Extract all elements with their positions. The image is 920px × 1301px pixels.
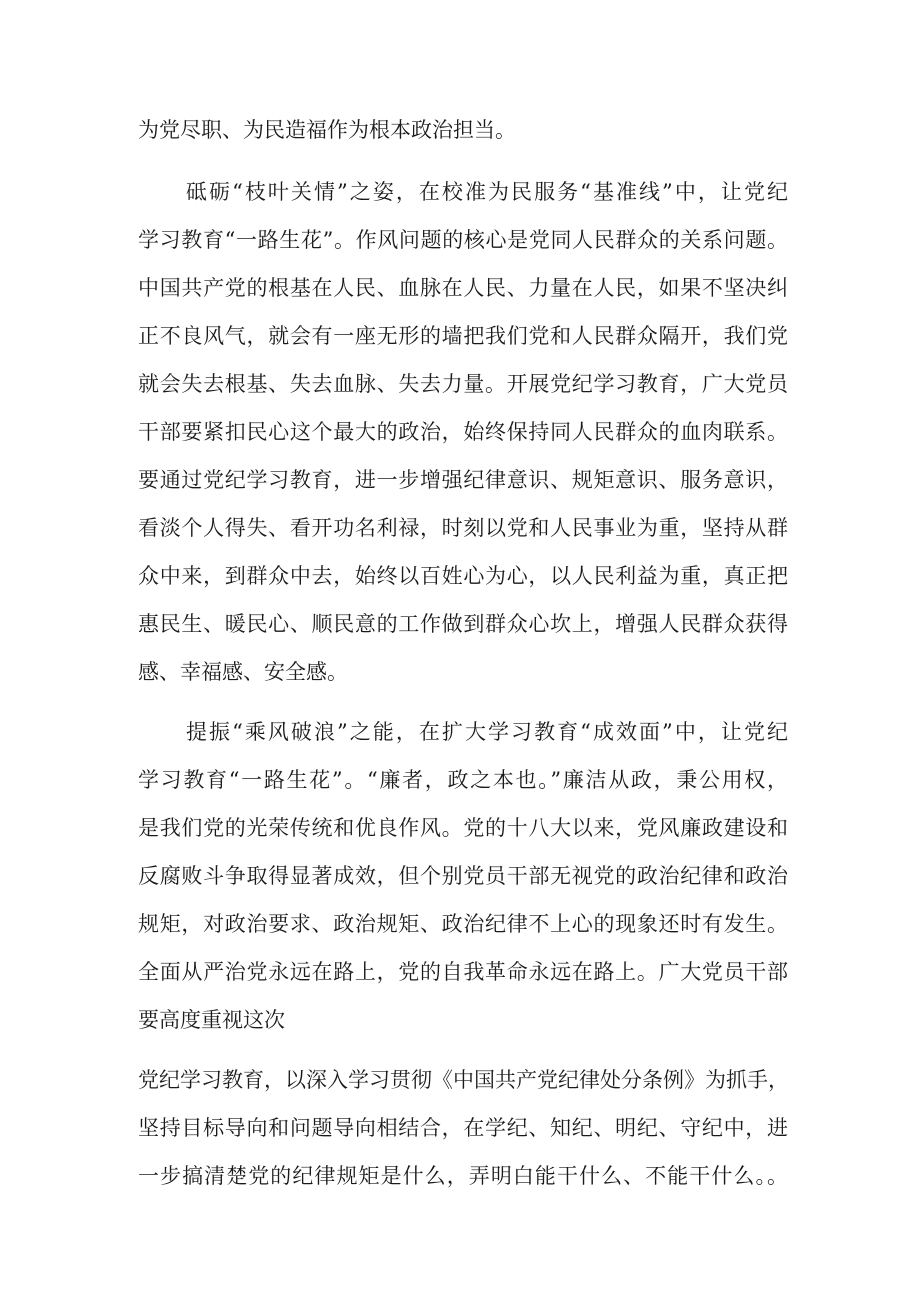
text-line: 干部要紧扣民心这个最大的政治，始终保持同人民群众的血肉联系。 — [138, 420, 788, 444]
text-line: 学习教育“一路生花”。“廉者，政之本也。”廉洁从政，秉公用权， — [138, 768, 788, 792]
text-line: 全面从严治党永远在路上，党的自我革命永远在路上。广大党员干部 — [138, 960, 788, 984]
text-line: 为党尽职、为民造福作为根本政治担当。 — [138, 118, 516, 142]
text-line: 感、幸福感、安全感。 — [138, 660, 348, 684]
text-line: 坚持目标导向和问题导向相结合，在学纪、知纪、明纪、守纪中，进 — [138, 1116, 788, 1140]
text-line: 党纪学习教育，以深入学习贯彻《中国共产党纪律处分条例》为抓手， — [138, 1068, 789, 1092]
text-line: 惠民生、暖民心、顺民意的工作做到群众心坎上，增强人民群众获得 — [138, 612, 788, 636]
text-line: 一步搞清楚党的纪律规矩是什么，弄明白能干什么、不能干什么。。 — [138, 1164, 788, 1188]
text-line: 学习教育“一路生花”。作风问题的核心是党同人民群众的关系问题。 — [138, 228, 788, 252]
text-line: 要通过党纪学习教育，进一步增强纪律意识、规矩意识、服务意识， — [138, 468, 788, 492]
text-line: 反腐败斗争取得显著成效，但个别党员干部无视党的政治纪律和政治 — [138, 864, 788, 888]
text-line: 众中来，到群众中去，始终以百姓心为心，以人民利益为重，真正把 — [138, 564, 788, 588]
text-line: 中国共产党的根基在人民、血脉在人民、力量在人民，如果不坚决纠 — [138, 276, 788, 300]
text-line: 看淡个人得失、看开功名利禄，时刻以党和人民事业为重，坚持从群 — [138, 516, 788, 540]
text-line: 砥砺“枝叶关情”之姿，在校准为民服务“基准线”中，让党纪 — [186, 180, 788, 204]
text-line: 就会失去根基、失去血脉、失去力量。开展党纪学习教育，广大党员 — [138, 372, 788, 396]
text-line: 规矩，对政治要求、政治规矩、政治纪律不上心的现象还时有发生。 — [138, 912, 788, 936]
text-line: 提振“乘风破浪”之能，在扩大学习教育“成效面”中，让党纪 — [186, 720, 788, 744]
text-line: 要高度重视这次 — [138, 1008, 285, 1032]
text-line: 是我们党的光荣传统和优良作风。党的十八大以来，党风廉政建设和 — [138, 816, 788, 840]
text-line: 正不良风气，就会有一座无形的墙把我们党和人民群众隔开，我们党 — [138, 324, 788, 348]
